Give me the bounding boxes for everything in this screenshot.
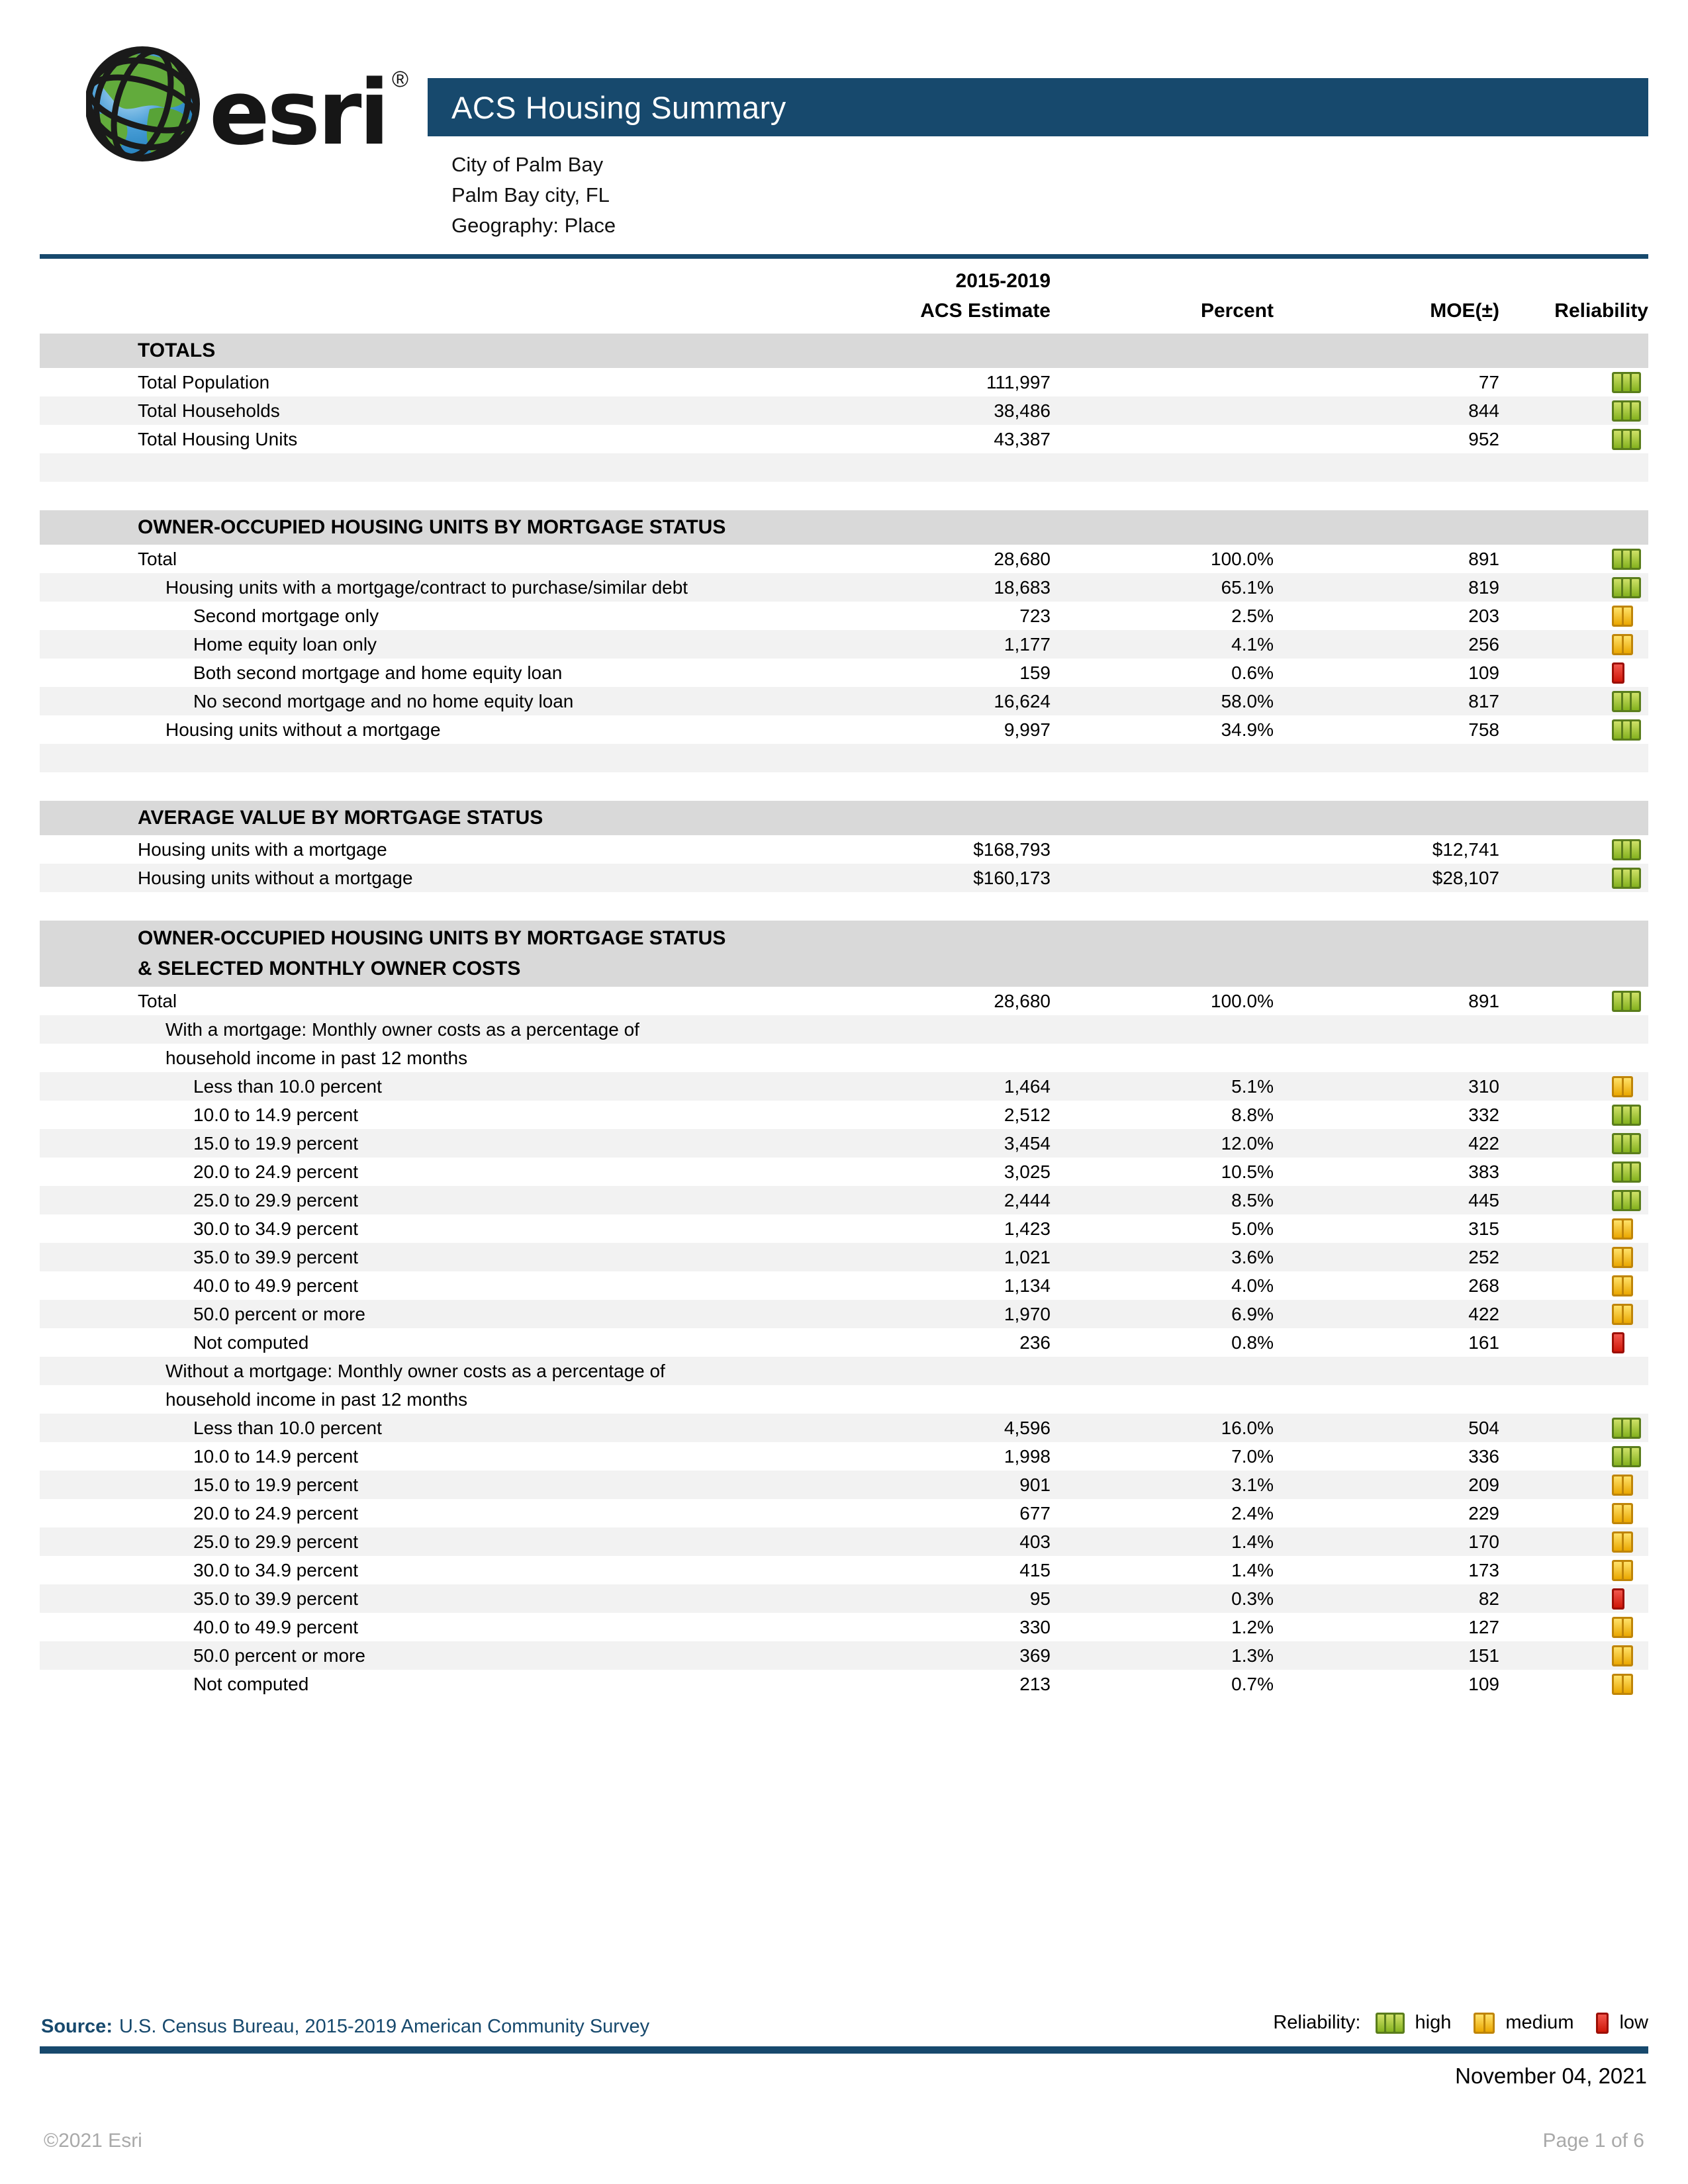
reliability-cell: [1499, 1418, 1648, 1439]
row-label: 40.0 to 49.9 percent: [193, 1616, 359, 1637]
estimate-cell: 9,997: [1004, 719, 1051, 740]
period-header: 2015-2019: [955, 269, 1051, 292]
row-label: Less than 10.0 percent: [193, 1075, 382, 1097]
estimate-cell: 16,624: [994, 690, 1051, 711]
moe-cell: 82: [1478, 1588, 1499, 1609]
moe-cell: 952: [1468, 428, 1499, 449]
reliability-high-icon: [1612, 577, 1641, 598]
percent-cell: 2.5%: [1231, 605, 1274, 626]
spacer-row: [40, 772, 1648, 801]
moe-cell: 229: [1468, 1502, 1499, 1524]
source-label: Source:: [41, 2016, 113, 2037]
percent-cell: 3.1%: [1231, 1474, 1274, 1495]
estimate-cell: 1,177: [1004, 633, 1051, 655]
reliability-medium-icon: [1612, 1247, 1633, 1268]
moe-column-header: MOE(±): [1430, 299, 1499, 322]
estimate-cell: 1,134: [1004, 1275, 1051, 1296]
moe-cell: 383: [1468, 1161, 1499, 1182]
moe-cell: 151: [1468, 1645, 1499, 1666]
reliability-medium-icon: [1612, 1560, 1633, 1581]
table-body: [40, 334, 1648, 1698]
reliability-cell: [1499, 372, 1648, 393]
row-label: household income in past 12 months: [165, 1388, 468, 1410]
spacer-row: [40, 453, 1648, 482]
reliability-cell: [1499, 1190, 1648, 1211]
section-header-row: [40, 510, 1648, 545]
reliability-low-icon: [1612, 1332, 1624, 1353]
reliability-high-icon: [1612, 1418, 1641, 1439]
section-title-line: OWNER-OCCUPIED HOUSING UNITS BY MORTGAGE STATUS: [138, 927, 726, 949]
row-label: Housing units without a mortgage: [138, 867, 413, 888]
estimate-cell: 1,970: [1004, 1303, 1051, 1324]
table-row: [40, 659, 1648, 687]
reliability-cell: [1499, 691, 1648, 712]
header-divider: [40, 254, 1648, 259]
reliability-cell: [1499, 1645, 1648, 1666]
row-label: Not computed: [193, 1332, 309, 1353]
reliability-cell: [1499, 549, 1648, 570]
percent-cell: 3.6%: [1231, 1246, 1274, 1267]
estimate-cell: 2,512: [1004, 1104, 1051, 1125]
reliability-high-icon: [1612, 691, 1641, 712]
moe-cell: 310: [1468, 1075, 1499, 1097]
percent-cell: 1.2%: [1231, 1616, 1274, 1637]
reliability-cell: [1499, 1133, 1648, 1154]
table-row: [40, 602, 1648, 630]
row-label: 20.0 to 24.9 percent: [193, 1161, 359, 1182]
row-label: Total Households: [138, 400, 280, 421]
reliability-medium-icon: [1612, 1617, 1633, 1638]
row-label: Housing units without a mortgage: [165, 719, 441, 740]
row-label: 50.0 percent or more: [193, 1645, 365, 1666]
reliability-cell: [1499, 1475, 1648, 1496]
row-label: Housing units with a mortgage: [138, 839, 387, 860]
table-row: [40, 1385, 1648, 1414]
percent-cell: 4.1%: [1231, 633, 1274, 655]
place-name: Palm Bay city, FL: [451, 183, 610, 206]
reliability-cell: [1499, 1304, 1648, 1325]
reliability-cell: [1499, 1531, 1648, 1553]
estimate-cell: 28,680: [994, 990, 1051, 1011]
table-row: [40, 1300, 1648, 1328]
section-title: TOTALS: [138, 340, 216, 361]
table-row: [40, 1158, 1648, 1186]
reliability-cell: [1499, 719, 1648, 741]
estimate-column-header: ACS Estimate: [920, 299, 1051, 322]
table-header-columns-row: [40, 296, 1648, 326]
row-label: No second mortgage and no home equity loan: [193, 690, 574, 711]
registered-mark-icon: ®: [392, 67, 409, 92]
section-header-row: [40, 921, 1648, 987]
table-row: [40, 1243, 1648, 1271]
moe-cell: 268: [1468, 1275, 1499, 1296]
percent-cell: 6.9%: [1231, 1303, 1274, 1324]
spacer-row: [40, 482, 1648, 510]
moe-cell: 315: [1468, 1218, 1499, 1239]
reliability-medium-icon: [1612, 1475, 1633, 1496]
table-row: [40, 1499, 1648, 1527]
section-title: AVERAGE VALUE BY MORTGAGE STATUS: [138, 807, 543, 829]
reliability-cell: [1499, 1560, 1648, 1581]
table-row: [40, 396, 1648, 425]
table-header-period-row: [40, 266, 1648, 296]
reliability-high-icon: [1612, 1161, 1641, 1183]
estimate-cell: 95: [1029, 1588, 1051, 1609]
reliability-cell: [1499, 1275, 1648, 1297]
geography-level: Geography: Place: [451, 214, 616, 237]
reliability-cell: [1499, 1446, 1648, 1467]
housing-summary-table: [40, 266, 1648, 1698]
reliability-high-icon: [1612, 429, 1641, 450]
estimate-cell: 901: [1019, 1474, 1051, 1495]
row-label: 50.0 percent or more: [193, 1303, 365, 1324]
percent-cell: 16.0%: [1221, 1417, 1274, 1438]
reliability-medium-icon: [1612, 1076, 1633, 1097]
row-label: Total: [138, 548, 177, 569]
section-title: OWNER-OCCUPIED HOUSING UNITS BY MORTGAGE STATUS: [138, 516, 726, 538]
estimate-cell: 28,680: [994, 548, 1051, 569]
reliability-cell: [1499, 400, 1648, 422]
table-row: [40, 1186, 1648, 1214]
section-header-row: [40, 801, 1648, 835]
row-label: 20.0 to 24.9 percent: [193, 1502, 359, 1524]
reliability-cell: [1499, 991, 1648, 1012]
table-row: [40, 368, 1648, 396]
table-row: [40, 425, 1648, 453]
reliability-high-icon: [1612, 1105, 1641, 1126]
reliability-cell: [1499, 1617, 1648, 1638]
reliability-high-icon: [1612, 1446, 1641, 1467]
reliability-medium-icon: [1612, 1531, 1633, 1553]
row-label: Total: [138, 990, 177, 1011]
table-row: [40, 573, 1648, 602]
percent-cell: 58.0%: [1221, 690, 1274, 711]
row-label: Housing units with a mortgage/contract to purchase/similar debt: [165, 576, 688, 598]
table-row: [40, 987, 1648, 1015]
moe-cell: 256: [1468, 633, 1499, 655]
reliability-high-icon: [1612, 719, 1641, 741]
row-label: Home equity loan only: [193, 633, 377, 655]
row-label: Without a mortgage: Monthly owner costs as a percentage of: [165, 1360, 665, 1381]
spacer-row: [40, 892, 1648, 921]
reliability-legend: [1273, 2012, 1648, 2034]
percent-cell: 12.0%: [1221, 1132, 1274, 1154]
reliability-cell: [1499, 634, 1648, 655]
reliability-medium-icon: [1612, 1645, 1633, 1666]
table-row: [40, 687, 1648, 715]
legend-low-label: low: [1619, 2012, 1648, 2033]
row-label: 15.0 to 19.9 percent: [193, 1474, 359, 1495]
estimate-cell: 1,423: [1004, 1218, 1051, 1239]
table-row: [40, 1584, 1648, 1613]
percent-cell: 10.5%: [1221, 1161, 1274, 1182]
reliability-medium-icon: [1612, 1503, 1633, 1524]
row-label: 40.0 to 49.9 percent: [193, 1275, 359, 1296]
moe-cell: 127: [1468, 1616, 1499, 1637]
row-label: 35.0 to 39.9 percent: [193, 1246, 359, 1267]
moe-cell: 77: [1478, 371, 1499, 392]
estimate-cell: 677: [1019, 1502, 1051, 1524]
reliability-medium-icon: [1612, 1304, 1633, 1325]
moe-cell: 173: [1468, 1559, 1499, 1580]
reliability-column-header: Reliability: [1554, 299, 1648, 322]
estimate-cell: 415: [1019, 1559, 1051, 1580]
percent-cell: 0.6%: [1231, 662, 1274, 683]
row-label: Second mortgage only: [193, 605, 379, 626]
table-row: [40, 1072, 1648, 1101]
row-label: household income in past 12 months: [165, 1047, 468, 1068]
percent-cell: 5.0%: [1231, 1218, 1274, 1239]
estimate-cell: $160,173: [973, 867, 1051, 888]
row-label: Both second mortgage and home equity loan: [193, 662, 563, 683]
estimate-cell: 369: [1019, 1645, 1051, 1666]
reliability-cell: [1499, 1247, 1648, 1268]
row-label: Total Housing Units: [138, 428, 298, 449]
estimate-cell: 111,997: [986, 371, 1051, 392]
row-label: With a mortgage: Monthly owner costs as a percentage of: [165, 1019, 639, 1040]
row-label: 10.0 to 14.9 percent: [193, 1104, 359, 1125]
moe-cell: $28,107: [1432, 867, 1499, 888]
moe-cell: 891: [1468, 990, 1499, 1011]
percent-cell: 1.3%: [1231, 1645, 1274, 1666]
moe-cell: 817: [1468, 690, 1499, 711]
reliability-high-icon: [1612, 991, 1641, 1012]
table-row: [40, 1613, 1648, 1641]
table-row: [40, 1414, 1648, 1442]
moe-cell: 336: [1468, 1445, 1499, 1467]
source-line: [41, 2016, 649, 2038]
legend-item-low: [1596, 2012, 1648, 2034]
section-title: [40, 923, 1648, 984]
table-row: [40, 630, 1648, 659]
row-label: 35.0 to 39.9 percent: [193, 1588, 359, 1609]
table-row: [40, 545, 1648, 573]
percent-cell: 5.1%: [1231, 1075, 1274, 1097]
percent-cell: 0.3%: [1231, 1588, 1274, 1609]
estimate-cell: 1,021: [1004, 1246, 1051, 1267]
reliability-cell: [1499, 1588, 1648, 1610]
moe-cell: 422: [1468, 1303, 1499, 1324]
table-row: [40, 1670, 1648, 1698]
percent-cell: 100.0%: [1211, 990, 1274, 1011]
percent-cell: 8.5%: [1231, 1189, 1274, 1210]
table-row: [40, 1527, 1648, 1556]
reliability-cell: [1499, 1218, 1648, 1240]
estimate-cell: 43,387: [994, 428, 1051, 449]
moe-cell: 170: [1468, 1531, 1499, 1552]
estimate-cell: 2,444: [1004, 1189, 1051, 1210]
moe-cell: 758: [1468, 719, 1499, 740]
report-subtitles: [451, 150, 616, 241]
row-label: Total Population: [138, 371, 270, 392]
percent-cell: 0.8%: [1231, 1332, 1274, 1353]
reliability-cell: [1499, 839, 1648, 860]
reliability-cell: [1499, 429, 1648, 450]
reliability-cell: [1499, 577, 1648, 598]
estimate-cell: 4,596: [1004, 1417, 1051, 1438]
reliability-low-icon: [1596, 2013, 1609, 2034]
section-header-row: [40, 334, 1648, 368]
reliability-cell: [1499, 662, 1648, 684]
section-title-line: & SELECTED MONTHLY OWNER COSTS: [138, 958, 521, 979]
copyright-text: ©2021 Esri: [44, 2130, 142, 2152]
legend-item-medium: [1474, 2012, 1573, 2034]
report-title-banner: [428, 78, 1648, 136]
percent-cell: 1.4%: [1231, 1531, 1274, 1552]
legend-item-high: [1376, 2012, 1452, 2034]
estimate-cell: 723: [1019, 605, 1051, 626]
spacer-row: [40, 744, 1648, 772]
table-row: [40, 1015, 1648, 1044]
reliability-high-icon: [1612, 868, 1641, 889]
reliability-high-icon: [1612, 549, 1641, 570]
reliability-high-icon: [1612, 400, 1641, 422]
table-row: [40, 1442, 1648, 1471]
estimate-cell: 18,683: [994, 576, 1051, 598]
page-number: Page 1 of 6: [1542, 2130, 1644, 2152]
row-label: 25.0 to 29.9 percent: [193, 1189, 359, 1210]
moe-cell: 209: [1468, 1474, 1499, 1495]
reliability-high-icon: [1612, 1190, 1641, 1211]
moe-cell: 445: [1468, 1189, 1499, 1210]
table-row: [40, 835, 1648, 864]
footer-divider: [40, 2046, 1648, 2054]
table-row: [40, 715, 1648, 744]
table-row: [40, 1044, 1648, 1072]
reliability-high-icon: [1612, 372, 1641, 393]
reliability-cell: [1499, 1503, 1648, 1524]
estimate-cell: 403: [1019, 1531, 1051, 1552]
moe-cell: 422: [1468, 1132, 1499, 1154]
legend-medium-label: medium: [1505, 2012, 1574, 2033]
row-label: 30.0 to 34.9 percent: [193, 1218, 359, 1239]
reliability-medium-icon: [1612, 634, 1633, 655]
percent-cell: 0.7%: [1231, 1673, 1274, 1694]
estimate-cell: 1,998: [1004, 1445, 1051, 1467]
reliability-medium-icon: [1612, 1674, 1633, 1695]
table-row: [40, 1129, 1648, 1158]
reliability-medium-icon: [1612, 1275, 1633, 1297]
reliability-cell: [1499, 868, 1648, 889]
reliability-cell: [1499, 1161, 1648, 1183]
moe-cell: 332: [1468, 1104, 1499, 1125]
table-row: [40, 864, 1648, 892]
reliability-high-icon: [1612, 839, 1641, 860]
table-row: [40, 1556, 1648, 1584]
percent-cell: 100.0%: [1211, 548, 1274, 569]
moe-cell: 504: [1468, 1417, 1499, 1438]
estimate-cell: $168,793: [973, 839, 1051, 860]
row-label: 10.0 to 14.9 percent: [193, 1445, 359, 1467]
estimate-cell: 38,486: [994, 400, 1051, 421]
percent-cell: 1.4%: [1231, 1559, 1274, 1580]
source-text: U.S. Census Bureau, 2015-2019 American Community Survey: [118, 2016, 650, 2037]
report-date: November 04, 2021: [1455, 2064, 1647, 2088]
row-label: Not computed: [193, 1673, 309, 1694]
table-header: [40, 266, 1648, 326]
moe-cell: 844: [1468, 400, 1499, 421]
table-row: [40, 1641, 1648, 1670]
moe-cell: 109: [1468, 1673, 1499, 1694]
percent-cell: 8.8%: [1231, 1104, 1274, 1125]
reliability-low-icon: [1612, 1588, 1624, 1610]
reliability-cell: [1499, 1332, 1648, 1353]
percent-cell: 4.0%: [1231, 1275, 1274, 1296]
percent-cell: 34.9%: [1221, 719, 1274, 740]
moe-cell: 891: [1468, 548, 1499, 569]
moe-cell: 161: [1468, 1332, 1499, 1353]
moe-cell: 819: [1468, 576, 1499, 598]
table-row: [40, 1214, 1648, 1243]
row-label: 30.0 to 34.9 percent: [193, 1559, 359, 1580]
estimate-cell: 236: [1019, 1332, 1051, 1353]
area-name: City of Palm Bay: [451, 153, 604, 176]
reliability-medium-icon: [1612, 1218, 1633, 1240]
table-row: [40, 1328, 1648, 1357]
percent-cell: 2.4%: [1231, 1502, 1274, 1524]
estimate-cell: 3,454: [1004, 1132, 1051, 1154]
table-row: [40, 1271, 1648, 1300]
row-label: 25.0 to 29.9 percent: [193, 1531, 359, 1552]
reliability-cell: [1499, 1105, 1648, 1126]
moe-cell: 203: [1468, 605, 1499, 626]
percent-column-header: Percent: [1200, 299, 1274, 322]
percent-cell: 65.1%: [1221, 576, 1274, 598]
row-label: 15.0 to 19.9 percent: [193, 1132, 359, 1154]
table-row: [40, 1101, 1648, 1129]
reliability-high-icon: [1376, 2013, 1405, 2034]
estimate-cell: 3,025: [1004, 1161, 1051, 1182]
logo-wordmark: esri: [209, 61, 387, 165]
reliability-cell: [1499, 1076, 1648, 1097]
estimate-cell: 330: [1019, 1616, 1051, 1637]
reliability-medium-icon: [1474, 2013, 1495, 2034]
estimate-cell: 159: [1019, 662, 1051, 683]
reliability-high-icon: [1612, 1133, 1641, 1154]
row-label: Less than 10.0 percent: [193, 1417, 382, 1438]
estimate-cell: 213: [1019, 1673, 1051, 1694]
reliability-cell: [1499, 606, 1648, 627]
reliability-medium-icon: [1612, 606, 1633, 627]
moe-cell: 109: [1468, 662, 1499, 683]
reliability-cell: [1499, 1674, 1648, 1695]
page-title: ACS Housing Summary: [451, 89, 786, 125]
estimate-cell: 1,464: [1004, 1075, 1051, 1097]
legend-high-label: high: [1415, 2012, 1452, 2033]
percent-cell: 7.0%: [1231, 1445, 1274, 1467]
moe-cell: $12,741: [1432, 839, 1499, 860]
table-row: [40, 1357, 1648, 1385]
moe-cell: 252: [1468, 1246, 1499, 1267]
table-row: [40, 1471, 1648, 1499]
legend-label: Reliability:: [1273, 2012, 1361, 2033]
reliability-low-icon: [1612, 662, 1624, 684]
